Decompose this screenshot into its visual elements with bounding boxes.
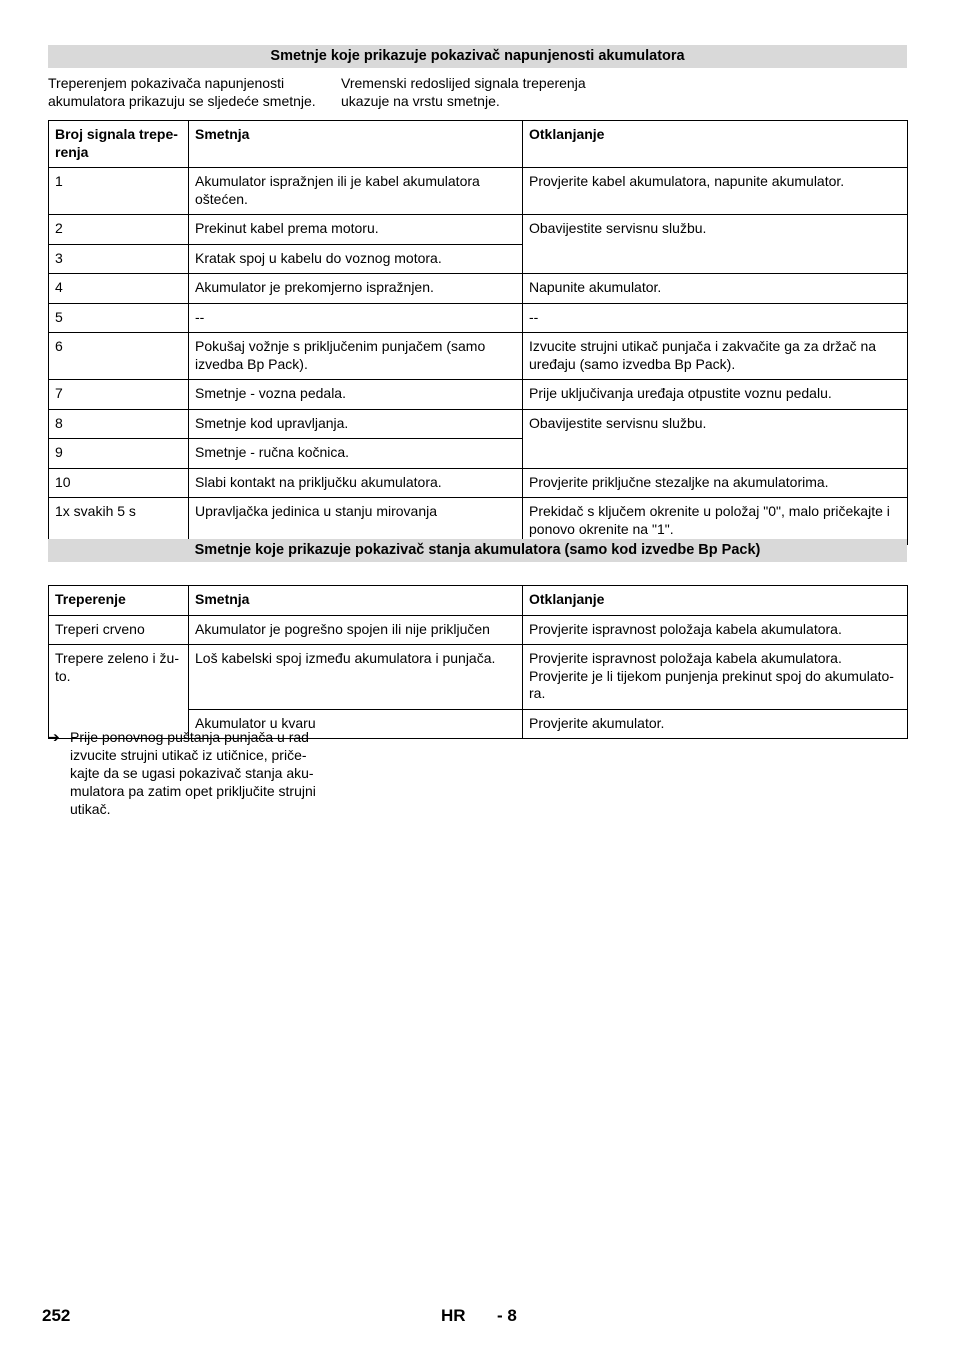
- table-header-row: [49, 121, 908, 168]
- remedy-cell: Obavijestite servisnu službu.: [523, 409, 908, 468]
- remedy-cell: --: [523, 303, 908, 333]
- fault-cell: --: [189, 303, 523, 333]
- fault-cell: Slabi kontakt na priključku akumulatora.: [189, 468, 523, 498]
- table-row: [49, 615, 908, 645]
- table-row: [49, 409, 908, 439]
- remedy-cell: Prije uključivanja uređaja otpustite voznu pedalu.: [523, 380, 908, 410]
- remedy-cell: Obavijestite servisnu službu.: [523, 215, 908, 274]
- fault-cell: Kratak spoj u kabelu do voznog motora.: [189, 244, 523, 274]
- fault-cell: Loš kabelski spoj između akumulatora i punjača.: [189, 645, 523, 710]
- remedy-cell: Provjerite ispravnost položaja kabela akumulatora.: [523, 615, 908, 645]
- instruction-note: [48, 728, 328, 818]
- remedy-cell: Provjerite kabel akumulatora, napunite akumulator.: [523, 168, 908, 215]
- header-cell: Smetnja: [189, 586, 523, 616]
- header-cell: Smetnja: [189, 121, 523, 168]
- remedy-cell: Provjerite ispravnost položaja kabela akumulatora. Provjerite je li tijekom punjenja prekinut spoj do akumulato-ra.: [523, 645, 908, 710]
- table-row: [49, 274, 908, 304]
- signal-count-cell: 5: [49, 303, 189, 333]
- signal-count-cell: 10: [49, 468, 189, 498]
- fault-cell: Akumulator ispražnjen ili je kabel akumulatora oštećen.: [189, 168, 523, 215]
- fault-cell: Akumulator je pogrešno spojen ili nije priključen: [189, 615, 523, 645]
- table-row: [49, 468, 908, 498]
- signal-count-cell: 9: [49, 439, 189, 469]
- section-title-battery-status-indicator: Smetnje koje prikazuje pokazivač stanja akumulatora (samo kod izvedbe Bp Pack): [48, 539, 907, 562]
- charge-fault-table: [48, 120, 908, 545]
- remedy-cell: Izvucite strujni utikač punjača i zakvačite ga za držač na uređaju (samo izvedba Bp Pack).: [523, 333, 908, 380]
- blink-cell: Treperi crveno: [49, 615, 189, 645]
- signal-count-cell: 3: [49, 244, 189, 274]
- signal-count-cell: 1: [49, 168, 189, 215]
- fault-cell: Akumulator u kvaru: [189, 709, 523, 739]
- signal-count-cell: 2: [49, 215, 189, 245]
- fault-cell: Akumulator je prekomjerno ispražnjen.: [189, 274, 523, 304]
- fault-cell: Prekinut kabel prema motoru.: [189, 215, 523, 245]
- section-ref: - 8: [497, 1306, 517, 1325]
- signal-count-cell: 6: [49, 333, 189, 380]
- fault-cell: Smetnje - vozna pedala.: [189, 380, 523, 410]
- table-row: [49, 498, 908, 545]
- header-cell: Treperenje: [49, 586, 189, 616]
- battery-status-fault-table: [48, 585, 908, 739]
- language-code: HR: [441, 1306, 466, 1325]
- note-text: Prije ponovnog puštanja punjača u rad izvucite strujni utikač iz utičnice, priče-kajte da se ugasi pokazivač stanja aku-mulatora pa zatim opet priključite strujni utikač.: [70, 729, 316, 817]
- remedy-cell: Provjerite priključne stezaljke na akumulatorima.: [523, 468, 908, 498]
- intro-left: Treperenjem pokazivača napunjenosti akumulatora prikazuju se sljedeće smetnje.: [48, 75, 316, 109]
- page-number: 252: [42, 1306, 71, 1325]
- header-cell: Broj signala trepe-renja: [49, 121, 189, 168]
- section-title-charge-indicator: Smetnje koje prikazuje pokazivač napunjenosti akumulatora: [48, 45, 907, 68]
- table-row: [49, 333, 908, 380]
- table-header-row: [49, 586, 908, 616]
- remedy-cell: Napunite akumulator.: [523, 274, 908, 304]
- signal-count-cell: 7: [49, 380, 189, 410]
- arrow-right-icon: ➔: [48, 729, 60, 745]
- fault-cell: Smetnje kod upravljanja.: [189, 409, 523, 439]
- header-cell: Otklanjanje: [523, 121, 908, 168]
- fault-cell: Smetnje - ručna kočnica.: [189, 439, 523, 469]
- header-cell: Otklanjanje: [523, 586, 908, 616]
- signal-count-cell: 4: [49, 274, 189, 304]
- table-row: [49, 215, 908, 245]
- signal-count-cell: 1x svakih 5 s: [49, 498, 189, 545]
- table-row: [49, 645, 908, 710]
- intro-right: Vremenski redoslijed signala treperenja ukazuje na vrstu smetnje.: [341, 75, 586, 109]
- table-row: [49, 380, 908, 410]
- remedy-cell: Provjerite akumulator.: [523, 709, 908, 739]
- blink-cell: Trepere zeleno i žu-to.: [49, 645, 189, 739]
- signal-count-cell: 8: [49, 409, 189, 439]
- table-row: [49, 168, 908, 215]
- table-row: [49, 303, 908, 333]
- fault-cell: Pokušaj vožnje s priključenim punjačem (samo izvedba Bp Pack).: [189, 333, 523, 380]
- remedy-cell: Prekidač s ključem okrenite u položaj "0", malo pričekajte i ponovo okrenite na "1".: [523, 498, 908, 545]
- fault-cell: Upravljačka jedinica u stanju mirovanja: [189, 498, 523, 545]
